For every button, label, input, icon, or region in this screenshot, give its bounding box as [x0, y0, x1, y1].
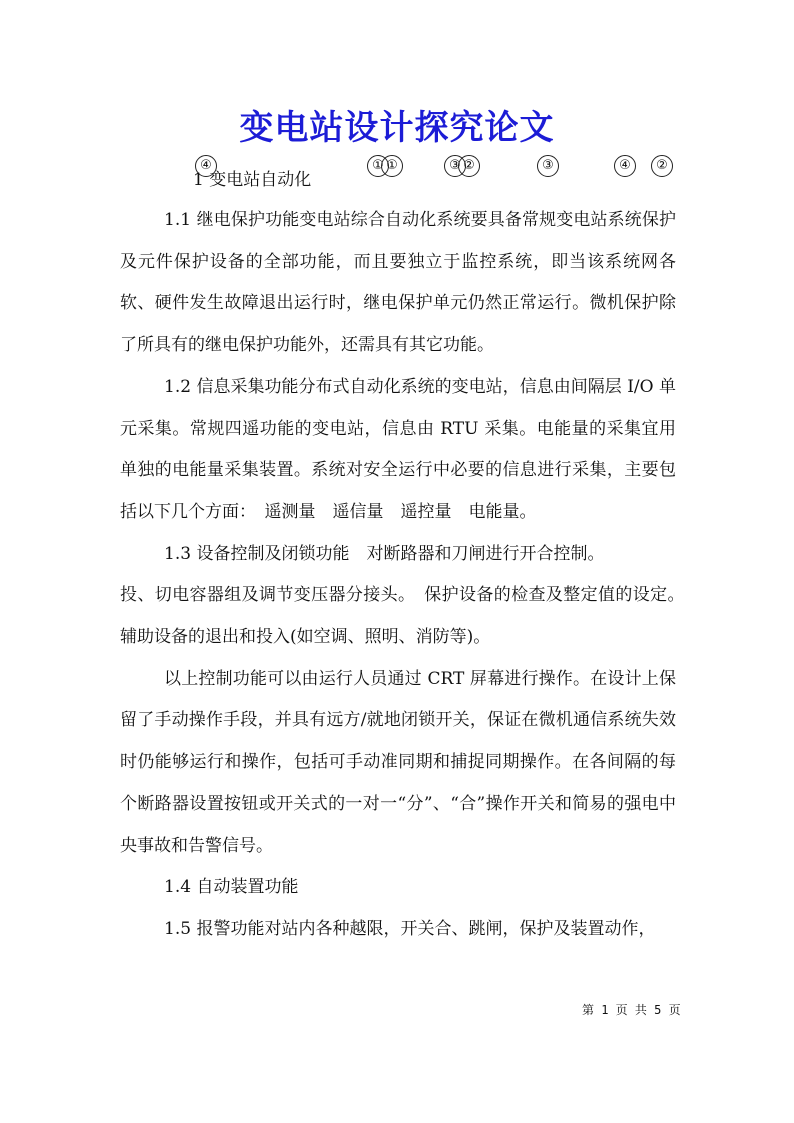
paragraph-1-3: 1.3 设备控制及闭锁功能 对断路器和刀闸进行开合控制。	[164, 543, 605, 564]
paragraph-1-4: 1.4 自动装置功能	[164, 877, 299, 898]
paragraph-1-1: 1.1 继电保护功能变电站综合自动化系统要具备常规变电站系统保护及元件保护设备的全部功能，而且要独立于监控系统，即当该系统网各软、硬件发生故障退出运行时，继电保护单元仍然正常运行。微机保护除了所具有的继电保护功能外，还需具有其它功能。	[120, 210, 676, 356]
paragraph-control-description: 以上控制功能可以由运行人员通过 CRT 屏幕进行操作。在设计上保留了手动操作手段，并具有远方/就地闭锁开关，保证在微机通信系统失效时仍能够运行和操作，包括可手动准同期和捕捉同期操作。在各间隔的每个断路器设置按钮或开关式的一对一“分”、“合”操作开关和简易的强电中央事故和告警信号。	[120, 668, 676, 856]
paragraph-1-5: 1.5 报警功能对站内各种越限，开关合、跳闸，保护及装置动作，	[164, 918, 656, 939]
circle-marker: ④	[195, 155, 217, 177]
circle-marker: ②	[651, 155, 673, 177]
section-heading: 1 变电站自动化	[193, 170, 312, 190]
page-footer: 第 1 页 共 5 页	[582, 1003, 681, 1017]
circle-marker: ②	[458, 155, 480, 177]
document-title: 变电站设计探究论文	[239, 108, 555, 148]
circle-marker: ①	[367, 155, 389, 177]
circle-marker: ③	[444, 155, 466, 177]
paragraph-1-2: 1.2 信息采集功能分布式自动化系统的变电站，信息由间隔层 I/O 单元采集。常规四遥功能的变电站，信息由 RTU 采集。电能量的采集宜用单独的电能量采集装置。系统对安全运行中必要的信息进行采集，主要包括以下几个方面： 遥测量 遥信量 遥控量 电能量。	[120, 376, 676, 522]
paragraph-control-items: 投、切电容器组及调节变压器分接头。 保护设备的检查及整定值的设定。 辅助设备的退出和投入(如空调、照明、消防等)。	[120, 585, 693, 648]
document-body	[120, 200, 693, 951]
circle-marker: ④	[614, 155, 636, 177]
circle-marker: ①	[381, 155, 403, 177]
circle-marker: ③	[537, 155, 559, 177]
